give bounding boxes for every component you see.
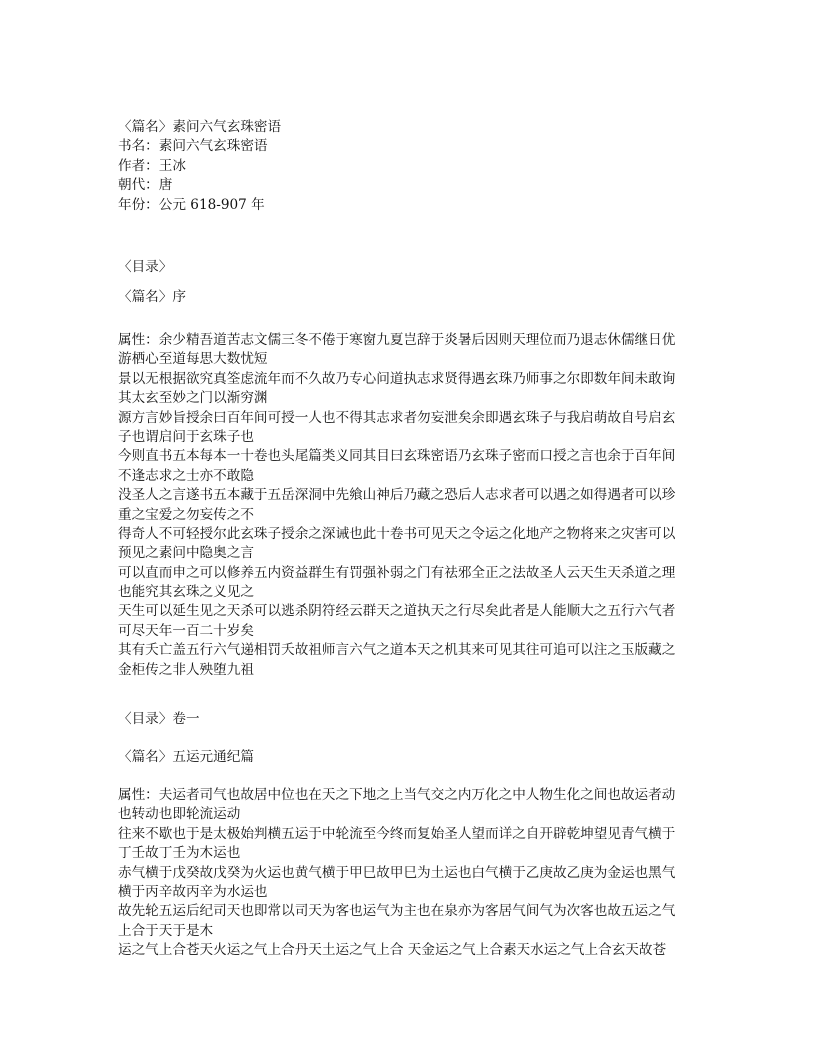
toc-heading — [118, 258, 718, 277]
text-line: 子也谓启问于玄珠子也 — [118, 428, 254, 445]
section-preface-body — [118, 331, 718, 680]
text-line: 得奇人不可轻授尔此玄珠子授余之深诫也此十卷书可见天之令运之化地产之物将来之灾害可以 — [118, 525, 676, 542]
toc-label: 〈目录〉 — [118, 259, 173, 275]
text-line: 其太玄至妙之门以渐穷渊 — [118, 390, 268, 407]
text-line: 往来不歇也于是太极始判横五运于中轮流至今终而复始圣人望而详之自开辟乾坤望见青气横于 — [118, 825, 676, 842]
text-line: 其有夭亡盖五行六气递相罚夭故祖师言六气之道本天之机其来可见其往可追可以注之玉版藏之 — [118, 642, 676, 659]
text-line: 属性：夫运者司气也故居中位也在天之下地之上当气交之内万化之中人物生化之间也故运者动 — [118, 787, 676, 803]
text-line: 运之气上合苍天火运之气上合丹天土运之气上合 天金运之气上合素天水运之气上合玄天故苍 — [118, 942, 667, 959]
text-line: 也能究其玄珠之义见之 — [118, 584, 254, 601]
text-line: 也转动也即轮流运动 — [118, 806, 241, 823]
section-heading: 〈篇名〉五运元通纪篇 — [118, 749, 254, 765]
toc-label: 〈目录〉卷一 — [118, 711, 200, 727]
section-wuyun-heading — [118, 748, 718, 767]
section-preface-heading — [118, 288, 718, 307]
chapter-title: 〈篇名〉素问六气玄珠密语 — [118, 119, 282, 135]
text-line: 天生可以延生见之天杀可以逃杀阴符经云群天之道执天之行尽矣此者是人能顺大之五行六气者 — [118, 603, 676, 620]
text-line: 属性：余少精吾道苦志文儒三冬不倦于寒窗九夏岂辞于炎暑后因则天理位而乃退志休儒继日优 — [118, 332, 676, 348]
text-line: 景以无根据欲究真筌虑流年而不久故乃专心问道执志求贤得遇玄珠乃师事之尔即数年间未敢询 — [118, 370, 676, 387]
text-line: 重之宝爱之勿妄传之不 — [118, 506, 254, 523]
text-line: 金柜传之非人殃堕九祖 — [118, 661, 254, 678]
book-name: 书名：素问六气玄珠密语 — [118, 138, 268, 155]
section-wuyun-body — [118, 786, 718, 961]
text-line: 上合于天于是木 — [118, 922, 214, 939]
text-line: 可以直而申之可以修养五内资益群生有罚强补弱之门有祛邪全正之法故圣人云天生天杀道之理 — [118, 564, 676, 581]
dynasty: 朝代：唐 — [118, 177, 173, 194]
text-line: 赤气横于戊癸故戊癸为火运也黄气横于甲巳故甲巳为土运也白气横于乙庚故乙庚为金运也黑气 — [118, 864, 676, 881]
author: 作者：王冰 — [118, 157, 186, 174]
text-line: 丁壬故丁壬为木运也 — [118, 845, 241, 862]
text-line: 横于丙辛故丙辛为水运也 — [118, 883, 268, 900]
section-heading: 〈篇名〉序 — [118, 289, 186, 305]
text-line: 今则直书五本每本一十卷也头尾篇类义同其目曰玄珠密语乃玄珠子密而口授之言也余于百年间 — [118, 448, 676, 465]
text-line: 预见之素问中隐奥之言 — [118, 545, 254, 562]
text-line: 源方言妙旨授余曰百年间可授一人也不得其志求者勿妄泄矣余即遇玄珠子与我启萌故自号启玄 — [118, 409, 676, 426]
text-line: 游栖心至道每思大数忧短 — [118, 351, 268, 368]
document-header — [118, 118, 718, 215]
text-line: 可尽天年一百二十岁矣 — [118, 622, 254, 639]
text-line: 故先轮五运后纪司天也即常以司天为客也运气为主也在泉亦为客居气间气为次客也故五运之气 — [118, 903, 676, 920]
year: 年份：公元 618-907 年 — [118, 196, 265, 213]
text-line: 不逢志求之士亦不敢隐 — [118, 467, 254, 484]
toc-volume-heading — [118, 710, 718, 729]
text-line: 没圣人之言遂书五本藏于五岳深洞中先飨山神后乃藏之恐后人志求者可以遇之如得遇者可以珍 — [118, 487, 676, 504]
